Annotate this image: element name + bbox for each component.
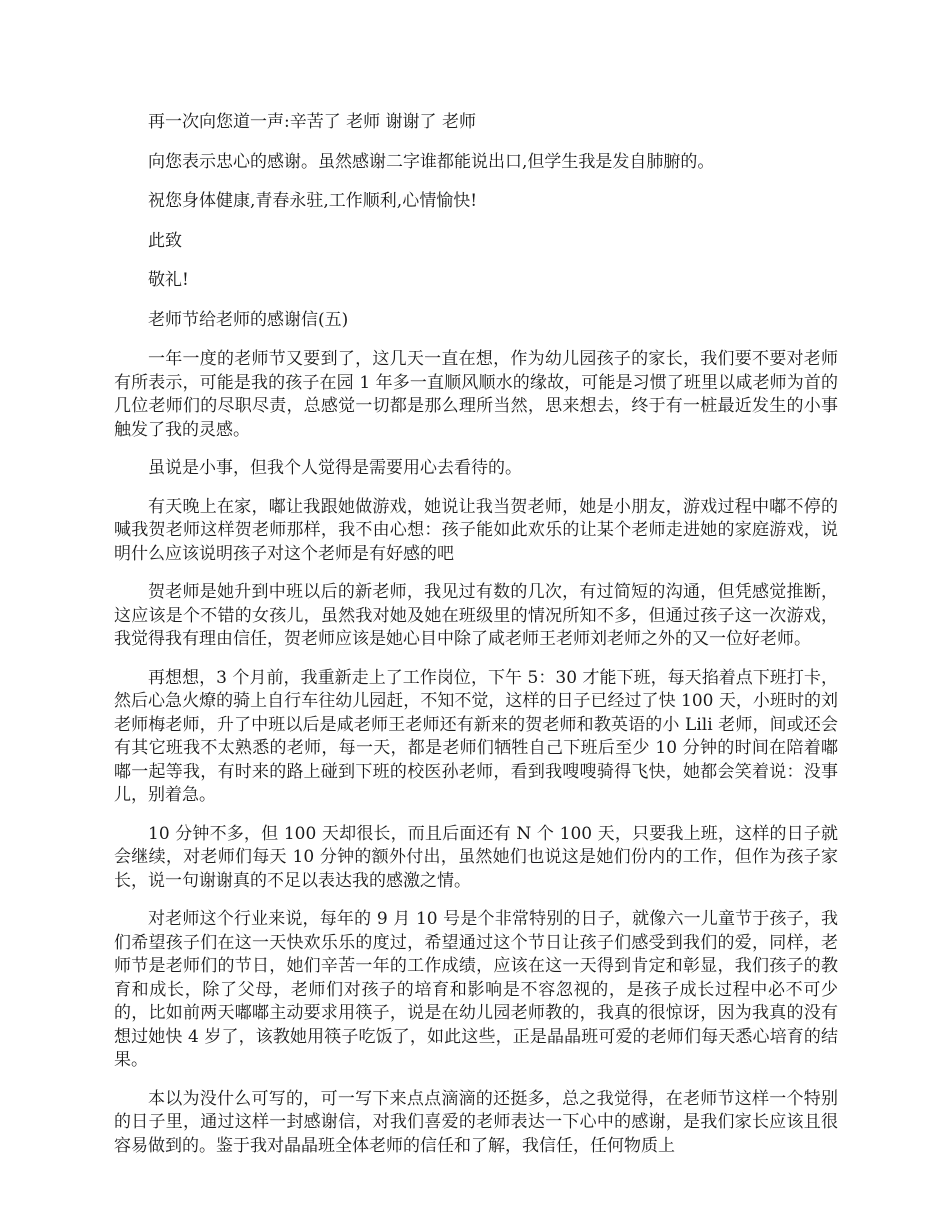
paragraph-closing-thanks: 再一次向您道一声:辛苦了 老师 谢谢了 老师 [148, 112, 476, 132]
paragraph-gratitude: 向您表示忠心的感谢。虽然感谢二字谁都能说出口,但学生我是发自肺腑的。 [148, 151, 715, 172]
section-heading: 老师节给老师的感谢信(五) [148, 309, 349, 330]
paragraph-regards: 敬礼! [148, 270, 189, 290]
paragraph-body: 一年一度的老师节又要到了，这几天一直在想，作为幼儿园孩子的家长，我们要不要对老师有所表示，可能是我的孩子在园 1 年多一直顺风顺水的缘故，可能是习惯了班里以咸老师为首的几位老师们的尽职尽责，总感觉一切都是那么理所当然，思来想去，终于有一桩最近发生的小事触发了我的灵感。 [114, 349, 838, 440]
paragraph-body: 贺老师是她升到中班以后的新老师，我见过有数的几次，有过简短的沟通，但凭感觉推断，这应该是个不错的女孩儿，虽然我对她及她在班级里的情况所知不多，但通过孩子这一次游戏，我觉得我有理由信任，贺老师应该是她心目中除了咸老师王老师刘老师之外的又一位好老师。 [114, 582, 838, 649]
paragraph-wishes: 祝您身体健康,青春永驻,工作顺利,心情愉快! [148, 191, 478, 211]
document-body [114, 111, 838, 1173]
paragraph-body: 10 分钟不多，但 100 天却很长，而且后面还有 N 个 100 天，只要我上班，这样的日子就会继续，对老师们每天 10 分钟的额外付出，虽然她们也说这是她们份内的工作，但作为孩子家长，说一句谢谢真的不足以表达我的感激之情。 [114, 823, 838, 891]
paragraph-body: 本以为没什么可写的，可一写下来点点滴滴的还挺多，总之我觉得，在老师节这样一个特别的日子里，通过这样一封感谢信，对我们喜爱的老师表达一下心中的感谢，是我们家长应该且很容易做到的。鉴于我对晶晶班全体老师的信任和了解，我信任，任何物质上 [114, 1088, 838, 1156]
paragraph-body: 对老师这个行业来说，每年的 9 月 10 号是个非常特别的日子，就像六一儿童节于孩子，我们希望孩子们在这一天快欢乐乐的度过，希望通过这个节日让孩子们感受到我们的爱，同样，老师节是老师们的节日，她们辛苦一年的工作成绩，应该在这一天得到肯定和彰显，我们孩子的教育和成长，除了父母，老师们对孩子的培育和影响是不容忽视的，是孩子成长过程中必不可少的，比如前两天嘟嘟主动要求用筷子，说是在幼儿园老师教的，我真的很惊讶，因为我真的没有想过她快 4 岁了，该教她用筷子吃饭了，如此这些，正是晶晶班可爱的老师们每天悉心培育的结果。 [114, 909, 838, 1070]
paragraph-body: 虽说是小事，但我个人觉得是需要用心去看待的。 [148, 458, 522, 478]
paragraph-body: 有天晚上在家，嘟让我跟她做游戏，她说让我当贺老师，她是小朋友，游戏过程中嘟不停的喊我贺老师这样贺老师那样，我不由心想：孩子能如此欢乐的让某个老师走进她的家庭游戏，说明什么应该说明孩子对这个老师是有好感的吧 [114, 496, 838, 564]
paragraph-salutation: 此致 [148, 230, 182, 251]
paragraph-body: 再想想，3 个月前，我重新走上了工作岗位，下午 5：30 才能下班，每天掐着点下班打卡，然后心急火燎的骑上自行车往幼儿园赶，不知不觉，这样的日子已经过了快 100 天，小班时的刘老师梅老师，升了中班以后是咸老师王老师还有新来的贺老师和教英语的小 Lili 老师，间或还会有其它班我不太熟悉的老师，每一天，都是老师们牺牲自己下班后至少 10 分钟的时间在陪着嘟嘟一起等我，有时来的路上碰到下班的校医孙老师，看到我嗖嗖骑得飞快，她都会笑着说：没事儿，别着急。 [114, 667, 838, 805]
